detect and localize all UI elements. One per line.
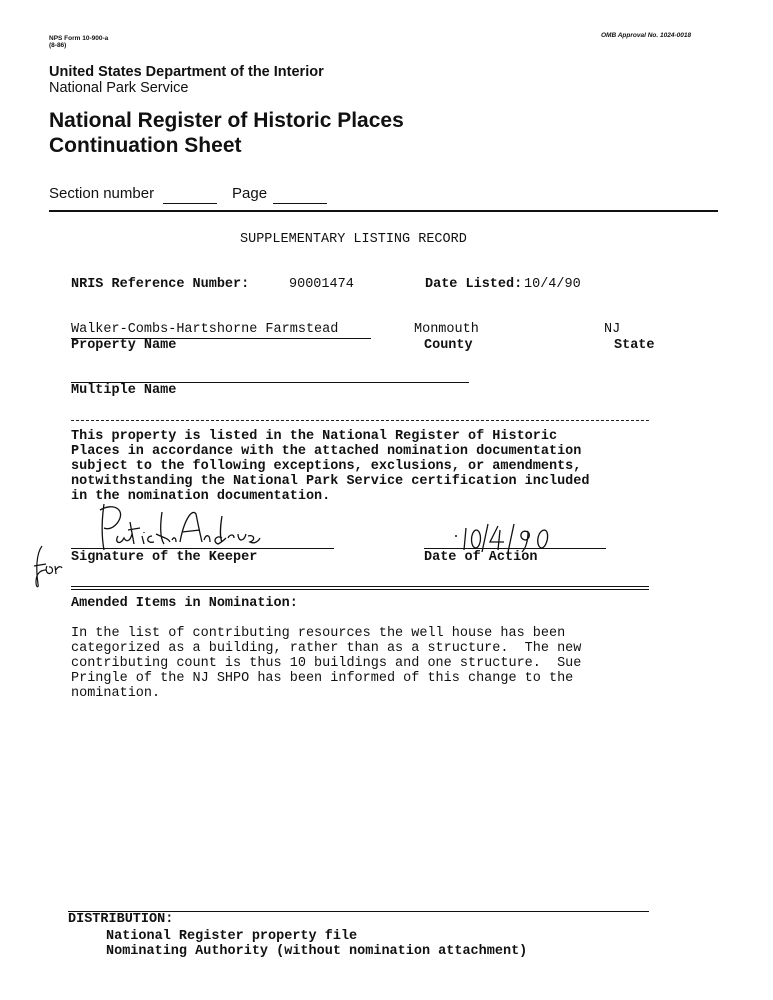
amended-line: Pringle of the NJ SHPO has been informed of this change to the (71, 671, 574, 686)
distribution-heading: DISTRIBUTION: (68, 912, 174, 927)
multiple-name-label: Multiple Name (71, 383, 177, 398)
omb-approval: OMB Approval No. 1024-0018 (601, 32, 692, 39)
amended-line: contributing count is thus 10 buildings and one structure. Sue (71, 656, 582, 671)
nris-value: 90001474 (289, 277, 354, 292)
signature-line (71, 548, 334, 549)
state-value: NJ (604, 322, 621, 337)
department-name: United States Department of the Interior (49, 64, 324, 80)
statement-line: This property is listed in the National Register of Historic (71, 429, 558, 444)
statement-line: notwithstanding the National Park Service certification included (71, 474, 590, 489)
amended-heading: Amended Items in Nomination: (71, 596, 298, 611)
page-number-field (273, 203, 327, 204)
section-number-label: Section number (49, 185, 155, 202)
page-label: Page (232, 185, 268, 202)
form-date: (8-86) (49, 42, 67, 49)
county-label: County (424, 338, 473, 353)
header-rule (49, 210, 718, 212)
double-rule-top (71, 586, 649, 587)
date-listed-label: Date Listed: (425, 277, 523, 292)
section-number-field (163, 203, 217, 204)
form-id: NPS Form 10-900-a (49, 35, 109, 42)
state-label: State (614, 338, 655, 353)
property-name-label: Property Name (71, 338, 177, 353)
statement-line: in the nomination documentation. (71, 489, 331, 504)
date-listed-value: 10/4/90 (524, 277, 581, 292)
signature-label: Signature of the Keeper (71, 550, 258, 565)
statement-line: subject to the following exceptions, exclusions, or amendments, (71, 459, 582, 474)
amended-line: categorized as a building, rather than as a structure. The new (71, 641, 582, 656)
keeper-signature (92, 498, 272, 558)
service-name: National Park Service (49, 80, 189, 96)
handwritten-for (30, 540, 70, 590)
amended-line: nomination. (71, 686, 161, 701)
nris-label: NRIS Reference Number: (71, 277, 250, 292)
page-title: National Register of Historic Places (49, 109, 404, 132)
distribution-item: National Register property file (106, 929, 358, 944)
dashed-divider (71, 420, 649, 421)
double-rule-bottom (71, 589, 649, 590)
record-heading: SUPPLEMENTARY LISTING RECORD (240, 232, 467, 247)
statement-line: Places in accordance with the attached nomination documentation (71, 444, 582, 459)
date-of-action-label: Date of Action (424, 550, 538, 565)
property-name-value: Walker-Combs-Hartshorne Farmstead (71, 322, 339, 337)
amended-line: In the list of contributing resources the well house has been (71, 626, 566, 641)
county-value: Monmouth (414, 322, 479, 337)
page-subtitle: Continuation Sheet (49, 134, 242, 157)
distribution-item: Nominating Authority (without nomination attachment) (106, 944, 528, 959)
date-of-action-line (424, 548, 606, 549)
